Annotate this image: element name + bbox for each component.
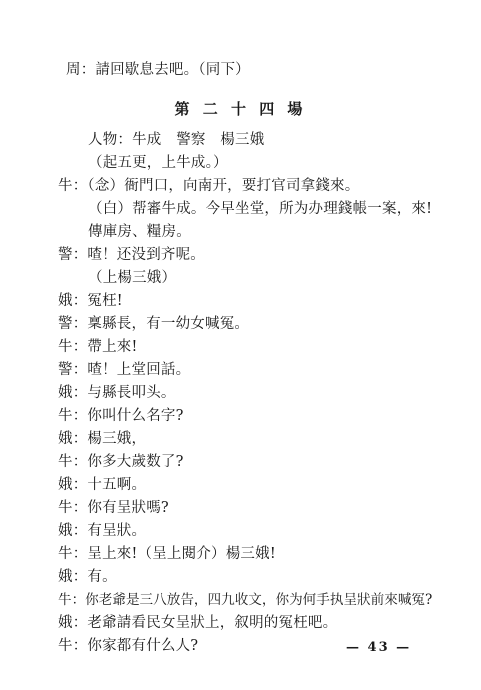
text-line: 牛：（念）衙門口，向南开，要打官司拿錢來。 bbox=[58, 178, 360, 194]
page-number: — 43 — bbox=[346, 640, 412, 655]
text-line: 傳庫房、糧房。 bbox=[88, 224, 191, 240]
text-line: 娥：有呈狀。 bbox=[58, 523, 147, 539]
text-line: 牛：帶上來! bbox=[58, 339, 138, 355]
text-line: 娥：有。 bbox=[58, 569, 117, 585]
text-line: 牛：你有呈狀嗎? bbox=[58, 500, 169, 516]
text-line: （起五更，上牛成。） bbox=[88, 155, 228, 171]
text-line: 娥：冤枉! bbox=[58, 293, 123, 309]
text-line: 周：請回歇息去吧。（同下） bbox=[66, 62, 250, 78]
scene-heading: 第 二 十 四 場 bbox=[174, 100, 307, 118]
text-line: （上楊三娥） bbox=[88, 270, 177, 286]
text-line: 警：喳！还没到齐呢。 bbox=[58, 247, 205, 263]
text-line: 娥：楊三娥， bbox=[58, 431, 147, 447]
text-line: 牛：你家都有什么人? bbox=[58, 638, 199, 654]
text-line: （白）帮審牛成。今早坐堂，所为办理錢帳一案，來! bbox=[88, 201, 433, 217]
text-line: 警：喳！上堂回話。 bbox=[58, 362, 191, 378]
text-line: 牛：呈上來!（呈上閱介）楊三娥! bbox=[58, 546, 276, 562]
text-line: 警：稟縣長，有一幼女喊冤。 bbox=[58, 316, 250, 332]
text-line: 人物：牛成 警察 楊三娥 bbox=[88, 132, 265, 148]
text-line: 娥：老爺請看民女呈狀上，叙明的冤枉吧。 bbox=[58, 615, 338, 631]
text-line: 牛：你叫什么名字? bbox=[58, 408, 184, 424]
text-line: 牛：你老爺是三八放告，四九收文，你为何手执呈狀前來喊冤? bbox=[58, 592, 433, 608]
text-line: 牛：你多大歲数了? bbox=[58, 454, 184, 470]
text-line: 娥：与縣長叩头。 bbox=[58, 385, 176, 401]
text-line: 娥：十五啊。 bbox=[58, 477, 147, 493]
